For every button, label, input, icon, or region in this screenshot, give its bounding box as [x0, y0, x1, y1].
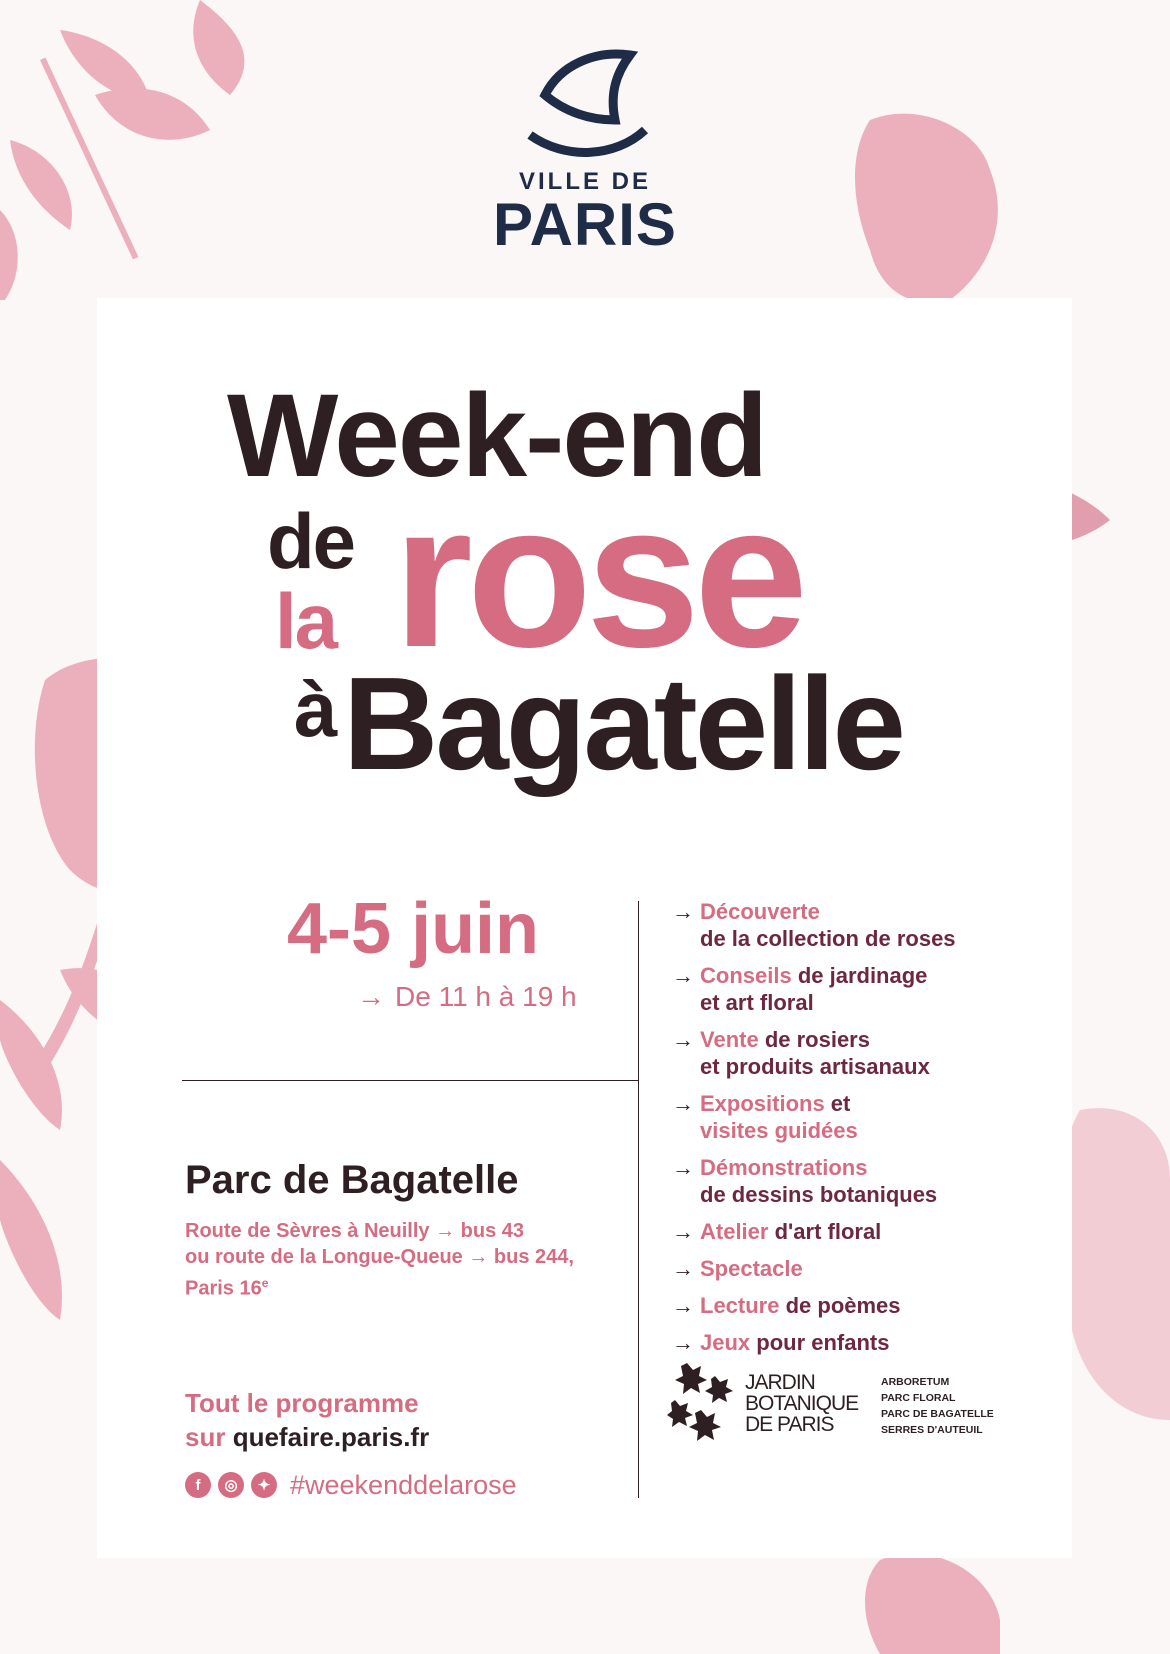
hours-text: De 11 h à 19 h: [395, 981, 577, 1012]
title-de: de: [267, 497, 355, 585]
arrow-icon: →: [672, 1155, 694, 1180]
arrow-icon: →: [672, 1091, 694, 1116]
venue-address: [185, 1218, 574, 1302]
program-line-1: Tout le programme: [185, 1388, 419, 1418]
address-line-3: Paris 16e: [185, 1276, 269, 1300]
park-item: PARC FLORAL: [881, 1392, 956, 1404]
list-item: → Conseils de jardinage et art floral: [672, 963, 928, 1015]
program-info: [185, 1386, 429, 1454]
venue-name: Parc de Bagatelle: [185, 1158, 519, 1202]
event-date: 4-5 juin: [287, 889, 540, 969]
arrow-icon: →: [672, 1330, 694, 1355]
jardin-parks-list: [881, 1374, 994, 1438]
facebook-icon[interactable]: f: [185, 1472, 211, 1498]
list-item: → Découverte de la collection de roses: [672, 899, 956, 951]
park-item: ARBORETUM: [881, 1376, 950, 1388]
list-item: → Atelier d'art floral: [672, 1219, 882, 1244]
arrow-icon: →: [672, 1293, 694, 1318]
arrow-icon: →: [672, 963, 694, 988]
arrow-icon: →: [672, 1256, 694, 1281]
list-item: → Lecture de poèmes: [672, 1293, 901, 1318]
event-hours: [357, 981, 577, 1013]
activity-list: [672, 898, 1062, 1366]
list-item: → Expositions et visites guidées: [672, 1091, 858, 1143]
list-item: → Spectacle: [672, 1256, 803, 1281]
title-rose: rose: [393, 461, 803, 690]
jardin-botanique-logo: [667, 1358, 1057, 1468]
hashtag: #weekenddelarose: [290, 1469, 517, 1500]
social-links: [185, 1468, 517, 1502]
arrow-icon: →: [672, 1027, 694, 1052]
park-item: PARC DE BAGATELLE: [881, 1408, 994, 1420]
event-title: [97, 298, 1072, 858]
ville-de-paris-ship-icon: [520, 40, 650, 160]
list-item: → Démonstrations de dessins botaniques: [672, 1155, 938, 1207]
arrow-icon: →: [357, 981, 385, 1012]
instagram-icon[interactable]: ◎: [218, 1472, 244, 1498]
address-line-1: Route de Sèvres à Neuilly → bus 43: [185, 1220, 525, 1242]
title-a: à: [294, 665, 336, 753]
arrow-icon: →: [672, 899, 694, 924]
logo-ville-de: VILLE DE: [518, 168, 651, 195]
title-la: la: [275, 577, 337, 665]
logo-paris: PARIS: [493, 191, 677, 258]
ville-de-paris-logo: [0, 40, 1170, 258]
list-item: → Jeux pour enfants: [672, 1330, 890, 1355]
vertical-divider: [638, 901, 639, 1498]
twitter-icon[interactable]: ✦: [251, 1472, 277, 1498]
arrow-icon: →: [672, 1219, 694, 1244]
park-item: SERRES D'AUTEUIL: [881, 1424, 983, 1436]
list-item: → Vente de rosiers et produits artisanaux: [672, 1027, 930, 1079]
horizontal-divider: [182, 1080, 638, 1081]
poster-card: [97, 298, 1072, 1558]
program-website-link[interactable]: quefaire.paris.fr: [232, 1422, 430, 1452]
jardin-botanique-name: JARDIN BOTANIQUE DE PARIS: [745, 1371, 859, 1436]
flowers-icon: [667, 1358, 737, 1444]
title-bagatelle: Bagatelle: [343, 650, 903, 797]
title-week-end: Week-end: [227, 370, 767, 502]
address-line-2: ou route de la Longue-Queue → bus 244,: [185, 1246, 574, 1268]
program-line-2-prefix: sur: [185, 1422, 233, 1452]
